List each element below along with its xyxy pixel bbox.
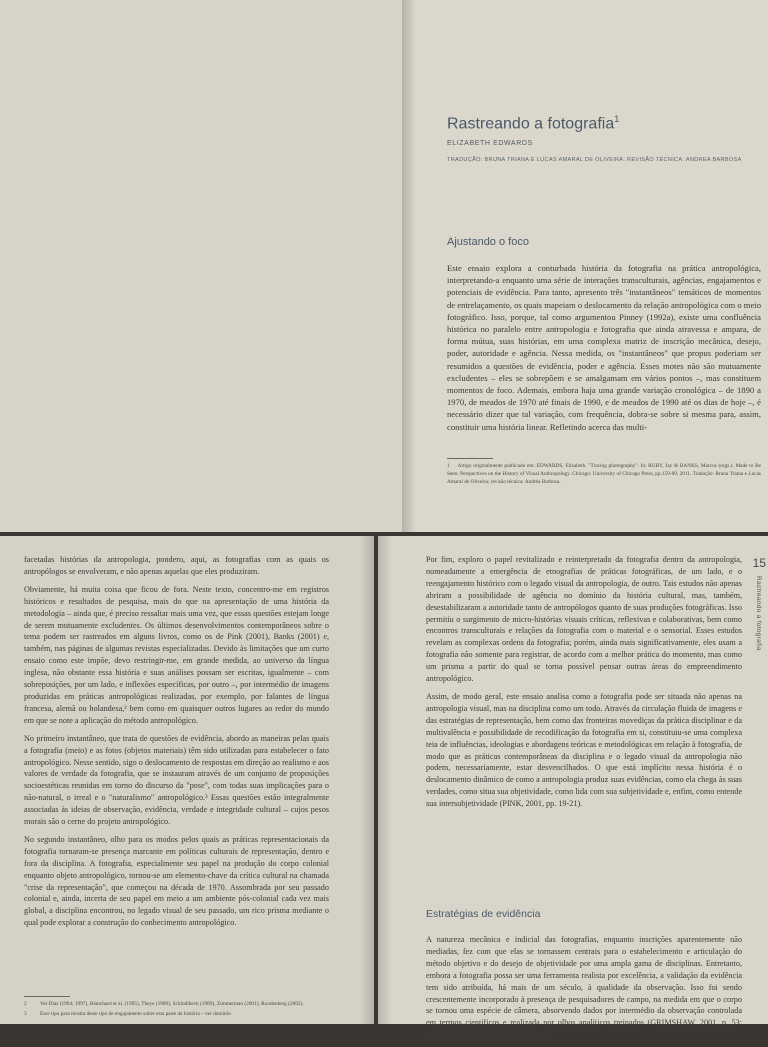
paragraph: No primeiro instantâneo, que trata de questões de evidência, abordo as maneiras pelas quais a fotografia (meio) e as fotos (objetos materiais) têm sido utilizadas para estabelecer o fato antropológico. Nesse sentido, sigo o deslocamento de respostas em direção ao realismo e aos valores de verdade da fotografia, que se instauram através de um conjunto de proposições socioestéticas reunidas em torno do discurso da "pose", com todas suas implicações para o não-natural, o irreal e o "naturalismo" antropológico.³ Essas questões estão integralmente associadas às ideias de observação, evidência, verdade e integridade cultural – cujos pesos morais são o cerne do projeto antropológico. [24, 733, 329, 827]
section-heading-estrategias: Estratégias de evidência [426, 908, 541, 920]
paragraph: Por fim, exploro o papel revitalizado e reinterpretado da fotografia dentro da antropologia, nomeadamente a emergência de etnografias de práticas fotográficas, de um lado, e o reengajamento histórico com o legado visual da antropologia, de outro. Tais estudos não apenas abriram a possibilidade de agência no domínio da história cultural, mas, também, desestabilizaram a autoridade tanto de antropólogos quanto de suas produções fotográficas. Isso permitiu o surgimento de micro-histórias visuais críticas, reflexivas e colaborativas, bem como encontros transculturais e relações da fotografia com o material e o sensorial. Esses estudos revelam as complexas ordens da fotografia; porém, ainda mais significativamente, eles usam a fotografia não somente para registrar, de acordo com a melhor prática do momento, mas como um prisma a partir do qual se torna possível pensar outras áreas do empreendimento antropológico. [426, 555, 742, 684]
footnote-rule [24, 996, 70, 997]
paragraph: A natureza mecânica e indicial das fotografias, enquanto inscrições aparentemente não mediadas, fez com que elas se tornassem centrais para o estabelecimento e articulação do método objetivo e do desejo de objetividade por uma ampla gama de disciplinas. Entretanto, embora a fotografia possa ser uma ferramenta realista por excelência, a validação da evidência tem sido atribuída, há mais de um século, à qualidade da observação. Isso foi sendo crescentemente incorporado à presença de pesquisadores de campo, na medida em que o corpo se tornou uma espécie de câmera, absorvendo dados por intermédio da observação controlada em termos científicos e realizada por olhos analíticos treinados (GRIMSHAW, 2001, p. 53; GRASSENI, 2011). Assim, a fonte da [426, 935, 742, 1040]
page-top-right [402, 0, 768, 532]
section-heading-ajustando: Ajustando o foco [447, 236, 529, 248]
author-name: ELIZABETH EDWARDS [447, 140, 533, 147]
running-head: Rastreando a fotografia [755, 576, 762, 651]
paragraph: No segundo instantâneo, olho para os modos pelos quais as práticas representacionais da fotografia tornaram-se presença marcante em políticas culturais de representação, dentro e fora da disciplina. A fotografia, especialmente seu papel na produção do corpo colonial enquanto objeto antropológico, tornou-se um elemento-chave da crítica cultural na chamada "crise da representação", que começou na década de 1970. Assombrada por seu passado colonial e, ainda, incerta de seu papel em meio a um ambiente pós-colonial cada vez mais global, a disciplina encontrou, no legado visual de seu passado, um rico prisma mediante o qual pode explorar a construção do conhecimento antropológico. [24, 834, 329, 928]
chapter-title: Rastreando a fotografia$^1$ [447, 114, 620, 133]
translation-credit: TRADUÇÃO: BRUNA TRIANA E LUCAS AMARAL DE OLIVEIRA. REVISÃO TÉCNICA: ANDREA BARBOSA [447, 157, 742, 163]
paragraph: Assim, de modo geral, este ensaio analisa como a fotografia pode ser situada não apenas na antropologia visual, mas na disciplina como um todo. Através da circulação fluida de imagens e das estratégias de representação, bem como das fronteiras movediças da prática disciplinar e da multivalência e possibilidade de recodificação da fotografia em si, constituiu-se uma complexa teia de influências, ideologias e abordagens teóricas e metodológicas em relação à fotografia, de modo que as práticas contemporâneas da disciplina e o legado visual da antropologia não podem, necessariamente, estar desvencilhados. O que está implícito nessa história é o deslocamento dinâmico de como a antropologia produz suas evidências, como ela chega às suas verdades, como situa sua objetividade, como lida com sua subjetividade e, enfim, como entende sua intersubjetividade (PINK, 2001, pp. 19-21). [426, 691, 742, 809]
page-number: 15 [752, 556, 766, 570]
page-bottom-left [0, 536, 374, 1024]
paragraph: facetadas histórias da antropologia, pondero, aqui, as fotografias com as quais os antropólogos se envolveram, e não apenas aquelas que eles produziram. [24, 555, 329, 576]
body-text-right [426, 554, 742, 816]
page-top-left-blank [0, 0, 402, 532]
footnote-3: 3 Esse tipo para mostra deste tipo de engajamento sobre esta parte da história – ver domínio [24, 1011, 231, 1017]
paragraph: Este ensaio explora a conturbada história da fotografia na prática antropológica, interpretando-a enquanto uma série de interações transculturais, agências, engajamentos e potenciais de evidência. Para tanto, apresento três "instantâneos" temáticos de momentos de entrelaçamento, os quais mapeiam o deslocamento da relação antropológica com o meio fotográfico. Isso, porque, tal como argumentou Pinney (1992a), existe uma confluência histórica no paralelo entre antropologia e fotografia que ainda atravessa e ampara, de forma mútua, suas histórias, em uma complexa matriz de inscrição mecânica, desejo, poder, autoridade e agência. Nessa medida, os "instantâneos" que propus poderiam ser resumidos a questões de evidência, poder e agência. Esses motes não são mutuamente excludentes – eles se sobrepõem e se amalgamam em vários pontos –, mas constituem momentos de foco. Ademais, embora haja uma grande variação cronológica – de 1890 a 1970, de meados de 1970 até finais de 1990, e de meados de 1990 até os dias de hoje –, é necessário dizer que tal variação, com frequência, dobra-se sobre si mesma para, assim, constituir uma história linear. Refletindo acerca das multi- [447, 263, 761, 432]
body-text-left [24, 554, 329, 935]
footnote-1: 1 Artigo originalmente publicado em: EDWARDS, Elizabeth. "Tracing photography". In: RUBY, Jay & BANKS, Marcus (orgs.). Made to Be Seen: Perspectives on the History of Visual Anthropology. Chicago: University of Chicago Press, pp.159-89, 2011. Tradução: Bruna Triana e Lucas Amaral de Oliveira; revisão técnica: Andréa Barbosa. [447, 463, 761, 485]
page-bottom-right [378, 536, 768, 1040]
paragraph: Obviamente, há muita coisa que ficou de fora. Neste texto, concentro-me em registros históricos e resultados de pesquisa, mais do que na apresentação de uma história da metodologia – ainda que, é preciso ressaltar mais uma vez, que essas questões estejam longe de serem mutuamente excludentes. Os últimos desenvolvimentos contemporâneos sobre o tema podem ser rastreados em alguns livros, como os de Pink (2001), Banks (2001) e, também, nas páginas de algumas revistas especializadas. Devido às limitações que um curto ensaio como este impõe, devo restringir-me, em grande medida, ao universo da língua inglesa, não obstante essa história e suas análises possam ser escritas, igualmente – com sobreposições, por um lado, e inflexões específicas, por outro –, por intermédio de imagens produzidas em práticas antropológicas realizadas, por exemplo, por falantes de língua francesa, alemã ou holandesa,² bem como em quaisquer outros lugares ao redor do mundo em que se note a aplicação do método antropológico. [24, 584, 329, 725]
gutter-shadow [402, 0, 416, 532]
footnote-2: 2 Ver Dias (1994; 1997), Blanchard et al. (1995), Theye (1989), Schindlbeck (1989), Zimmerman (2001), Roodenberg (2002). [24, 1001, 304, 1007]
footnotes-left [24, 1000, 329, 1020]
gutter-shadow [360, 536, 374, 1024]
footnote-rule [447, 458, 493, 459]
gutter-shadow [378, 536, 392, 1024]
body-text-right-2 [426, 934, 742, 1047]
intro-body-text [447, 262, 761, 439]
